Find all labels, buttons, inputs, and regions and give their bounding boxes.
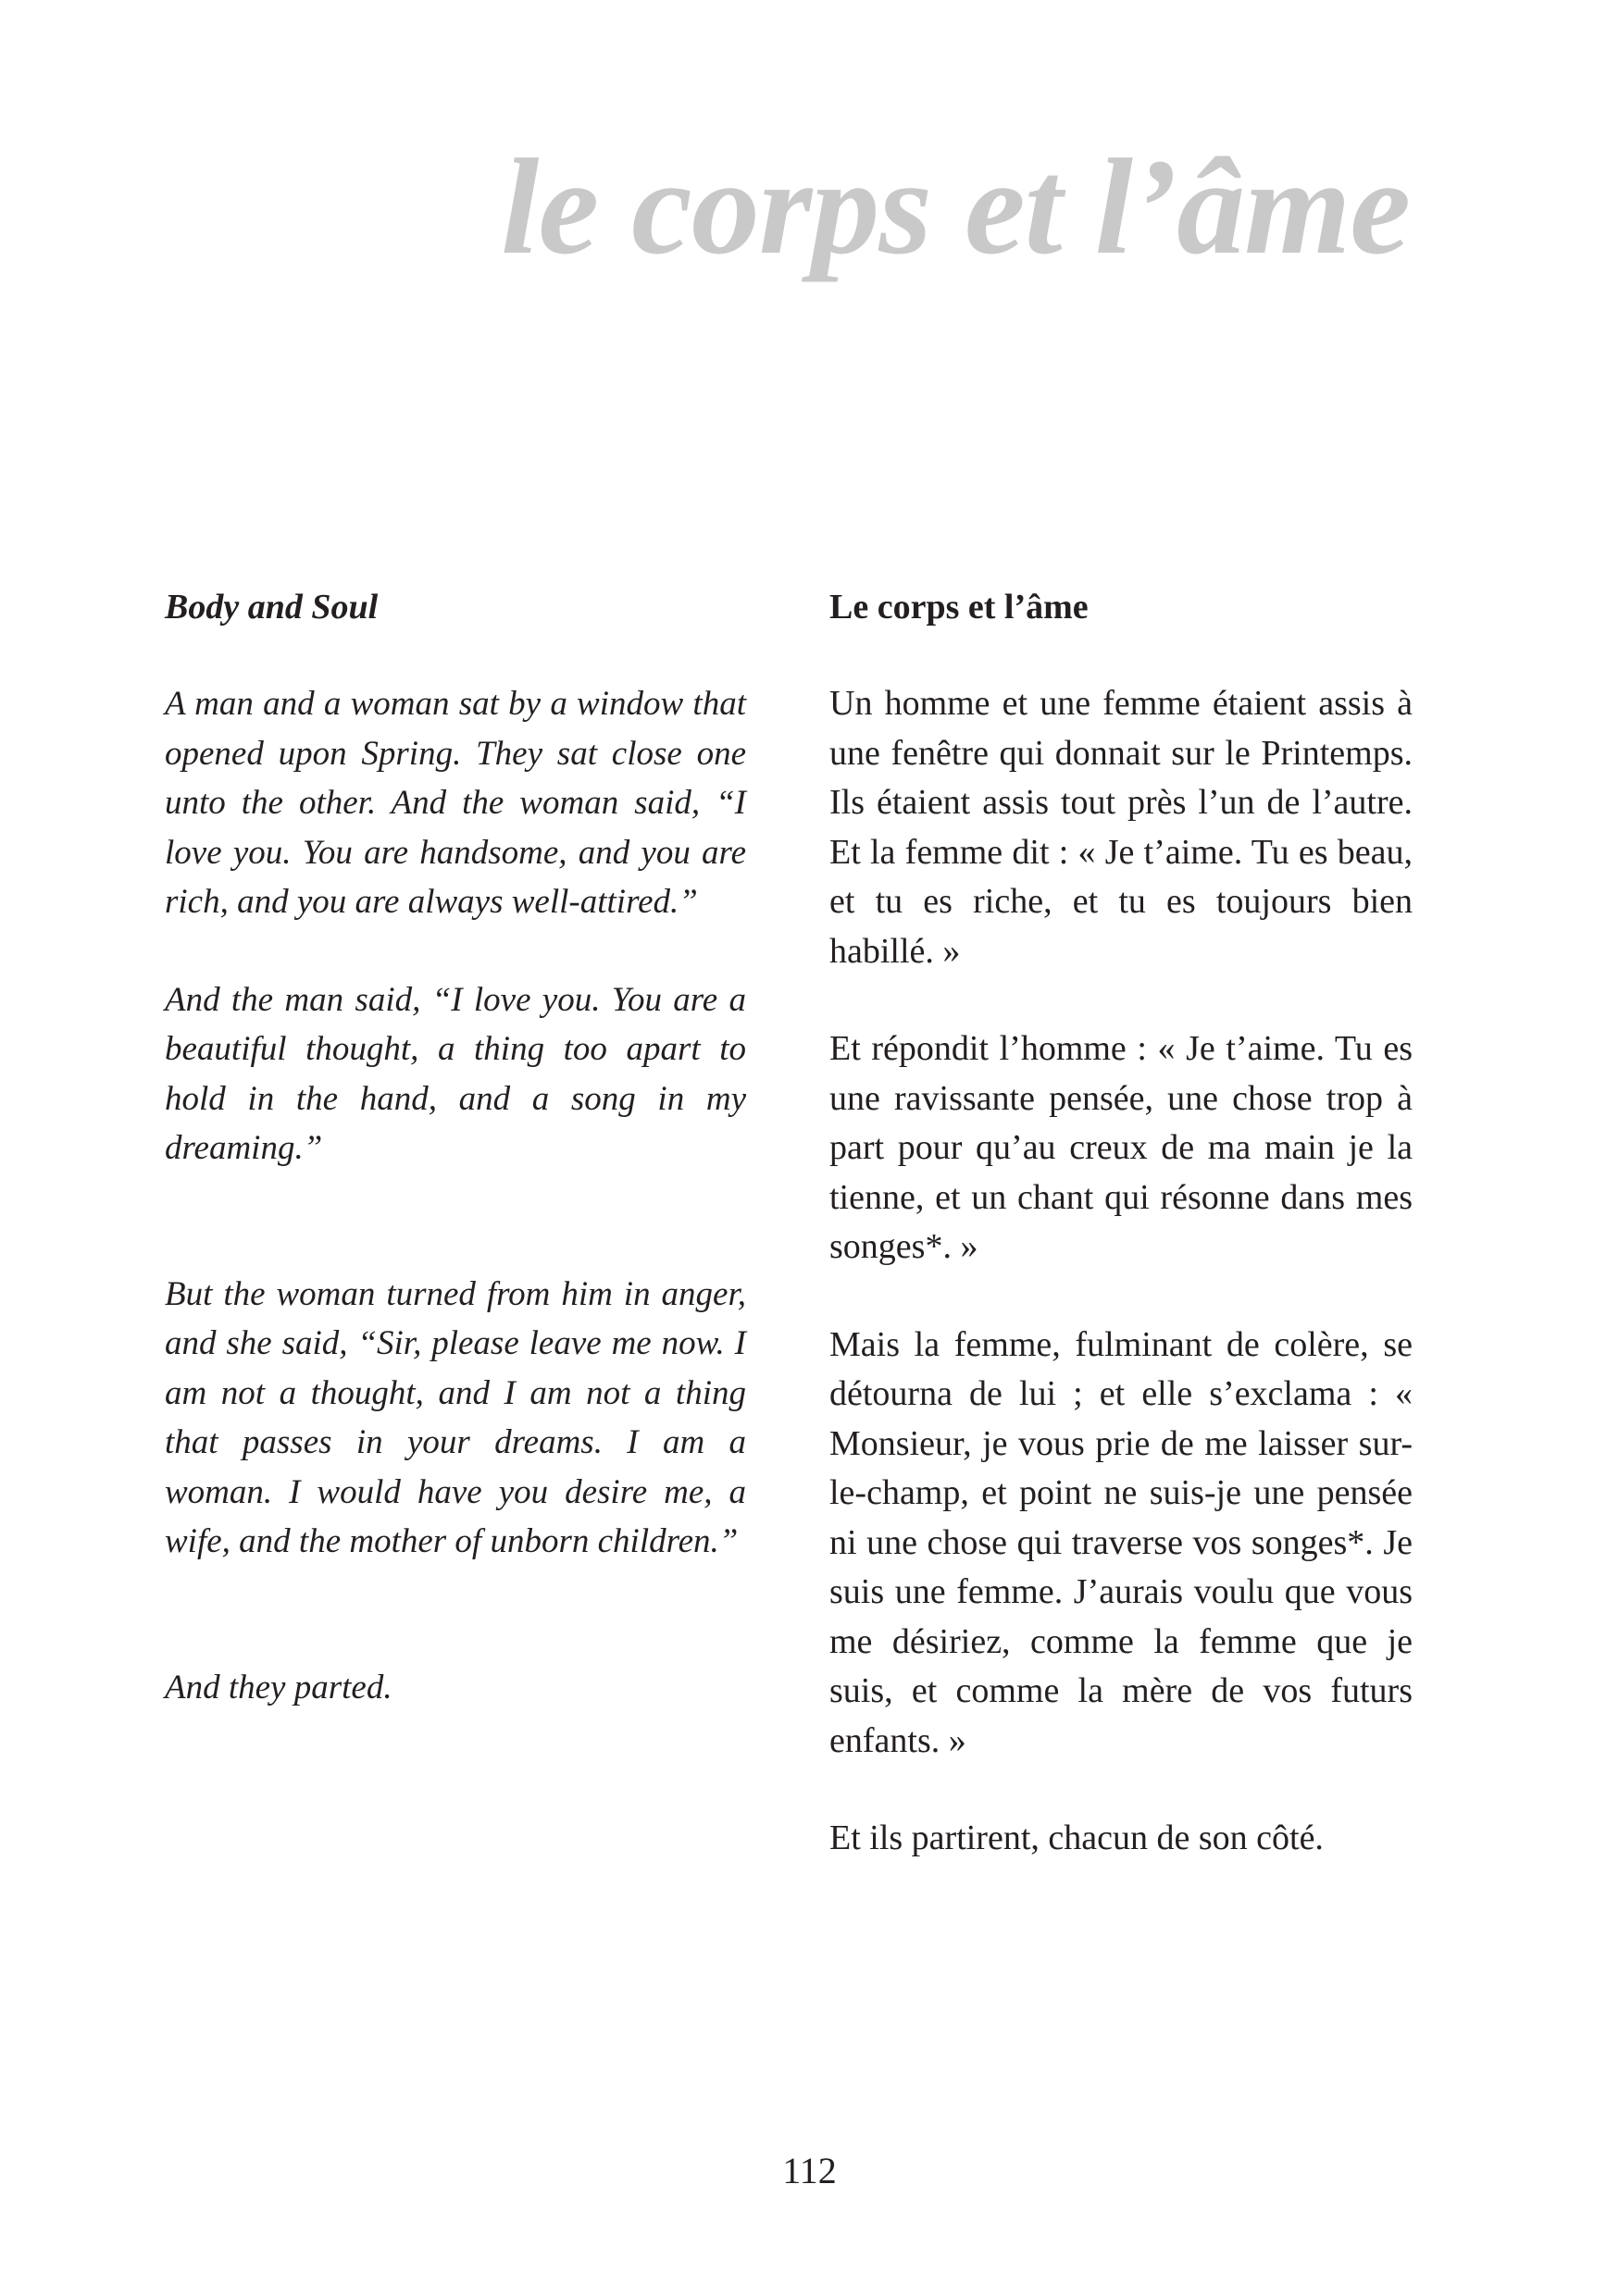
page-number: 112 xyxy=(782,2150,837,2191)
french-paragraph: Et répondit l’homme : « Je t’aime. Tu es une ravissante pensée, une chose trop à part pour qu’au creux de ma main je la tienne, et un chant qui résonne dans mes songes*. » xyxy=(829,1029,1413,1266)
english-paragraph: And the man said, “I love you. You are a beautiful thought, a thing too apart to hold in the hand, and a song in my dreaming.” xyxy=(165,980,746,1167)
french-column xyxy=(829,581,1413,1864)
english-paragraph: But the woman turned from him in anger, and she said, “Sir, please leave me now. I am not a thought, and I am not a thing that passes in your dreams. I am a woman. I would have you desire me, a wife, and the mother of unborn children.” xyxy=(165,1274,746,1560)
english-paragraph: And they parted. xyxy=(165,1668,392,1706)
french-paragraph: Mais la femme, fulminant de colère, se détourna de lui ; et elle s’exclama : « Monsieur, je vous prie de me laisser sur-le-champ, et point ne suis-je une pensée ni une chose qui traverse vos songes*. Je suis une femme. J’aurais voulu que vous me désiriez, comme la femme que je suis, et comme la mère de vos futurs enfants. » xyxy=(829,1324,1413,1760)
english-heading: Body and Soul xyxy=(165,588,379,627)
chapter-title: le corps et l’âme xyxy=(501,131,1410,283)
english-paragraph: A man and a woman sat by a window that opened upon Spring. They sat close one unto the other. And the woman said, “I love you. You are handsome, and you are rich, and you are always well-attired.” xyxy=(165,685,746,921)
french-paragraph: Un homme et une femme étaient assis à une fenêtre qui donnait sur le Printemps. Ils étaient assis tout près l’un de l’autre. Et la femme dit : « Je t’aime. Tu es beau, et tu es riche, et tu es toujours bien habillé. » xyxy=(829,684,1413,971)
french-paragraph: Et ils partirent, chacun de son côté. xyxy=(829,1818,1324,1857)
french-heading: Le corps et l’âme xyxy=(829,588,1089,627)
english-column xyxy=(165,581,746,1712)
